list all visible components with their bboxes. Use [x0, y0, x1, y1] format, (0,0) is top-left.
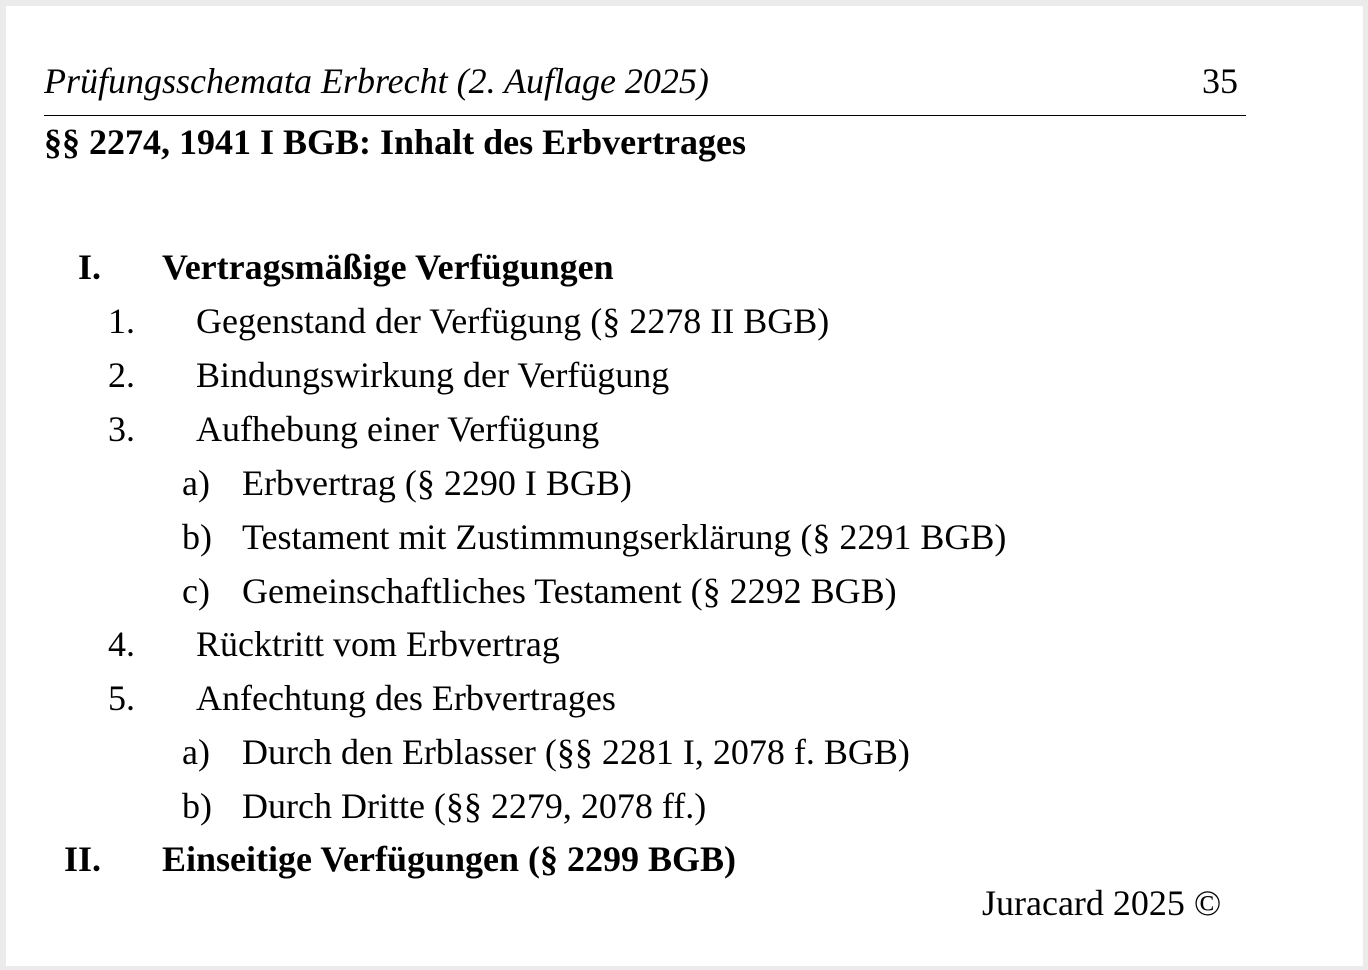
outline-number: 5.	[108, 678, 135, 718]
outline-number: 2.	[108, 355, 135, 395]
outline-number: c)	[182, 571, 210, 611]
outline-number: b)	[182, 517, 212, 557]
outline-text: Testament mit Zustimmungserklärung (§ 2291 BGB)	[242, 517, 1007, 557]
header-divider	[44, 115, 1246, 116]
copyright-footer: Juracard 2025 ©	[982, 883, 1222, 923]
document-page	[6, 6, 1363, 966]
outline-text: Rücktritt vom Erbvertrag	[196, 624, 560, 664]
outline-text: Durch Dritte (§§ 2279, 2078 ff.)	[242, 786, 707, 826]
outline-text: Bindungswirkung der Verfügung	[196, 355, 670, 395]
outline-number: a)	[182, 732, 210, 772]
outline-number: 1.	[108, 301, 135, 341]
outline-text: Gemeinschaftliches Testament (§ 2292 BGB)	[242, 571, 897, 611]
book-title: Prüfungsschemata Erbrecht (2. Auflage 2025)	[44, 61, 709, 101]
section-title: §§ 2274, 1941 I BGB: Inhalt des Erbvertrages	[44, 122, 746, 162]
outline-number: 4.	[108, 624, 135, 664]
outline-text: Einseitige Verfügungen (§ 2299 BGB)	[162, 839, 737, 879]
page-number: 35	[1202, 61, 1238, 101]
outline-number: a)	[182, 463, 210, 503]
outline-number: b)	[182, 786, 212, 826]
outline-text: Gegenstand der Verfügung (§ 2278 II BGB)	[196, 301, 830, 341]
outline-text: Vertragsmäßige Verfügungen	[162, 247, 614, 287]
outline-text: Durch den Erblasser (§§ 2281 I, 2078 f. BGB)	[242, 732, 910, 772]
outline-text: Aufhebung einer Verfügung	[196, 409, 600, 449]
outline-number: I.	[78, 247, 102, 287]
outline-number: II.	[64, 839, 102, 879]
outline-number: 3.	[108, 409, 135, 449]
outline-text: Erbvertrag (§ 2290 I BGB)	[242, 463, 632, 503]
outline-text: Anfechtung des Erbvertrages	[196, 678, 616, 718]
